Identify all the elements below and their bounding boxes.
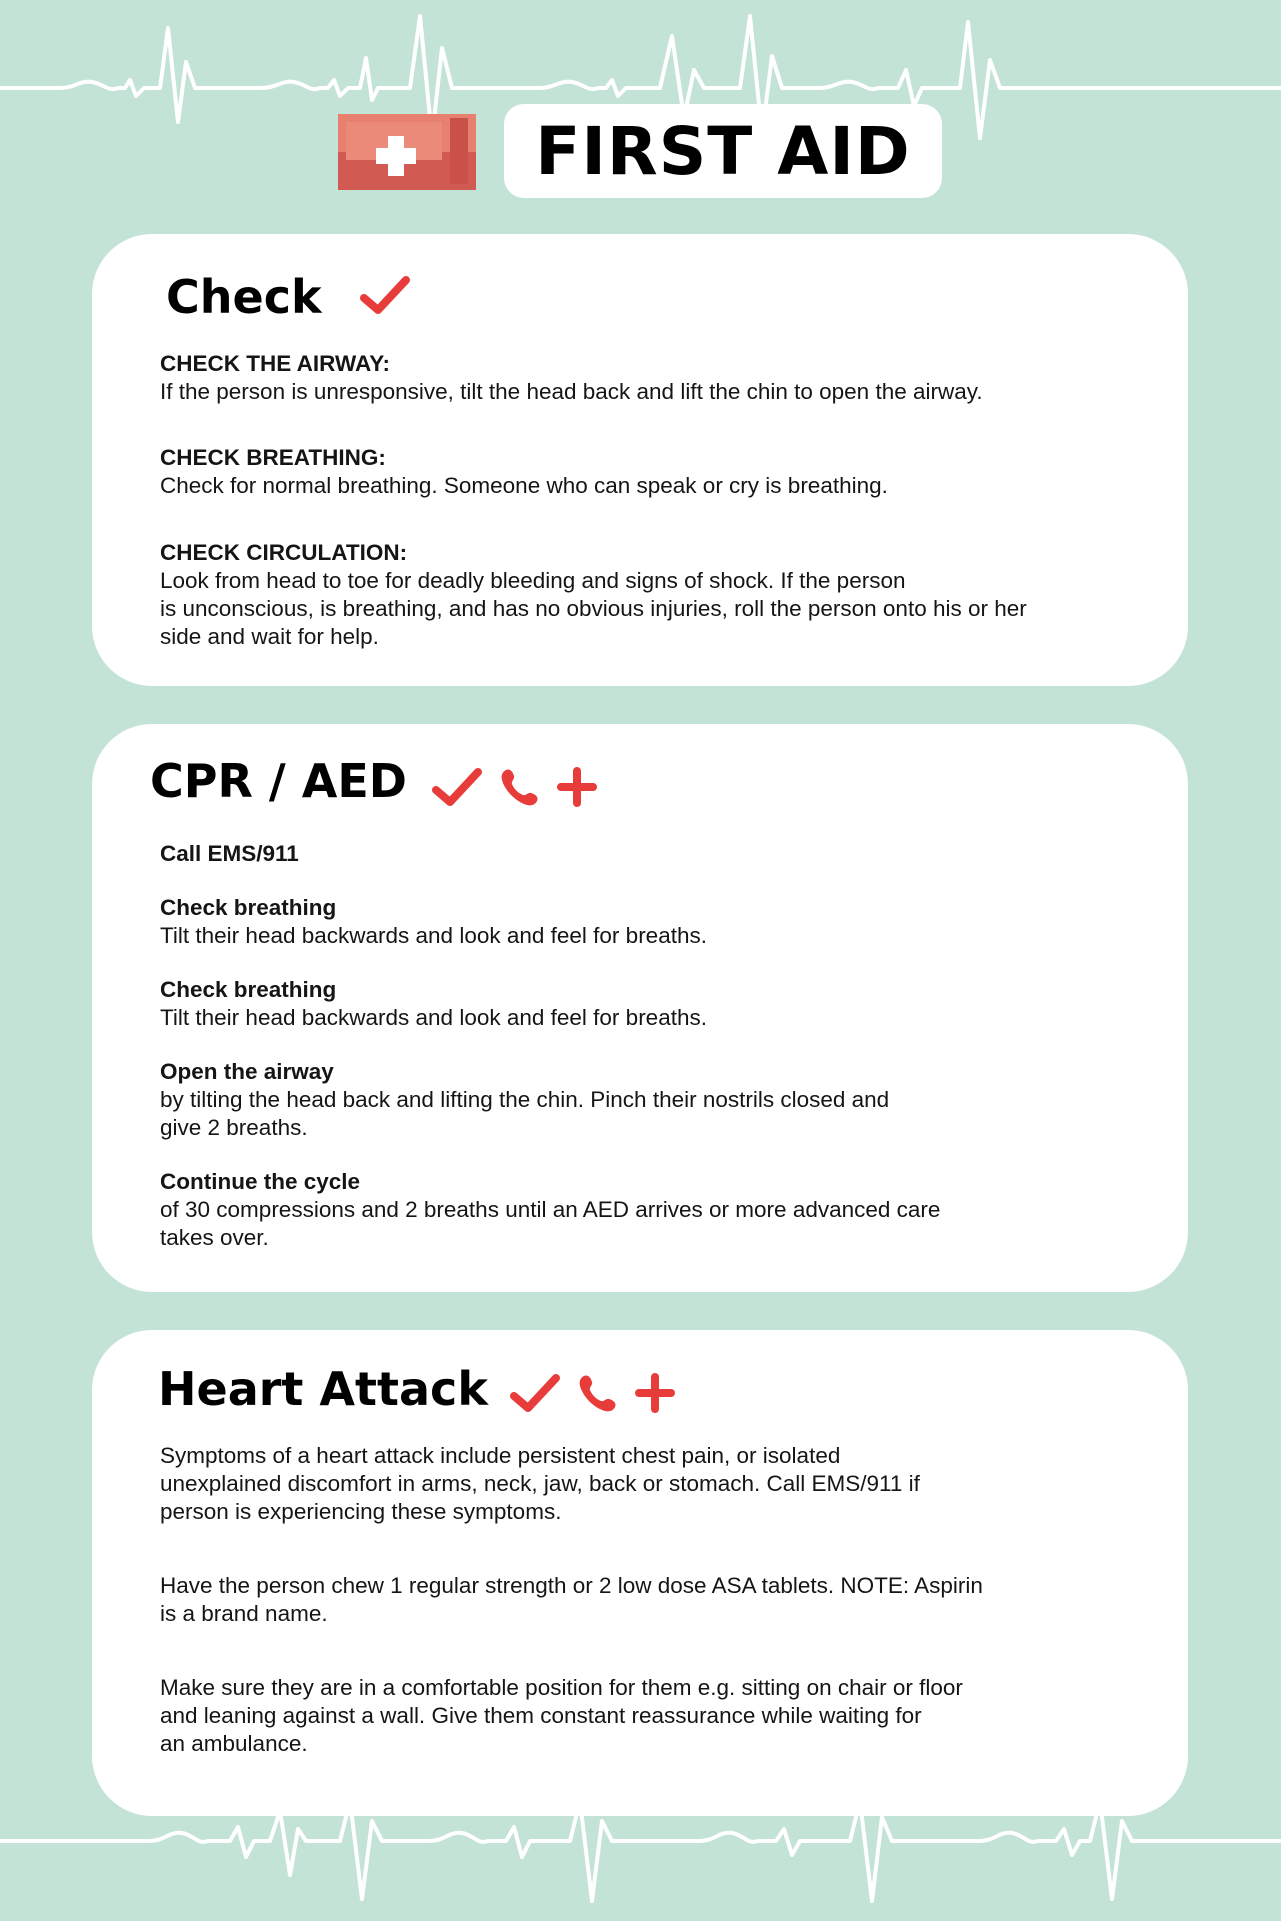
phone-icon <box>576 1372 618 1414</box>
item-heading: Check breathing <box>160 977 337 1002</box>
item-body: Check for normal breathing. Someone who can speak or cry is breathing. <box>160 473 888 498</box>
item-heading: CHECK THE AIRWAY: <box>160 351 391 376</box>
phone-icon <box>498 766 540 808</box>
heart-attack-content <box>160 1442 1170 1758</box>
item-body-line: Look from head to toe for deadly bleeding and signs of shock. If the person <box>160 568 906 593</box>
paragraph-line: Symptoms of a heart attack include persistent chest pain, or isolated <box>160 1443 841 1468</box>
paragraph-line: is a brand name. <box>160 1601 328 1626</box>
checkmark-icon <box>510 1372 560 1414</box>
paragraph-line: unexplained discomfort in arms, neck, jaw, back or stomach. Call EMS/911 if <box>160 1471 920 1496</box>
check-section-title: Check <box>166 270 322 324</box>
checkmark-icon <box>360 274 410 316</box>
cpr-icons <box>432 766 598 808</box>
item-body-line: Tilt their head backwards and look and feel for breaths. <box>160 923 707 948</box>
item-body-line: by tilting the head back and lifting the chin. Pinch their nostrils closed and <box>160 1087 890 1112</box>
first-aid-kit-icon <box>338 114 476 190</box>
item-heading: CHECK BREATHING: <box>160 445 386 470</box>
call-ems-text: Call EMS/911 <box>160 841 299 866</box>
plus-icon <box>556 766 598 808</box>
heart-attack-icons <box>510 1372 676 1414</box>
item-heading: Continue the cycle <box>160 1169 361 1194</box>
item-body-line: Tilt their head backwards and look and feel for breaths. <box>160 1005 707 1030</box>
cpr-content <box>160 840 1170 1252</box>
cpr-card <box>92 724 1188 1292</box>
paragraph-line: person is experiencing these symptoms. <box>160 1499 562 1524</box>
plus-icon <box>634 1372 676 1414</box>
check-icons <box>360 274 410 316</box>
item-body-line: side and wait for help. <box>160 624 379 649</box>
heart-attack-section-title: Heart Attack <box>158 1362 488 1416</box>
page-title: FIRST AID <box>535 112 911 190</box>
cpr-section-title: CPR / AED <box>150 754 407 808</box>
item-heading: CHECK CIRCULATION: <box>160 540 408 565</box>
item-body-line: takes over. <box>160 1225 269 1250</box>
paragraph-line: and leaning against a wall. Give them constant reassurance while waiting for <box>160 1703 922 1728</box>
item-body-line: is unconscious, is breathing, and has no obvious injuries, roll the person onto his or her <box>160 596 1027 621</box>
checkmark-icon <box>432 766 482 808</box>
paragraph-line: Have the person chew 1 regular strength or 2 low dose ASA tablets. NOTE: Aspirin <box>160 1573 983 1598</box>
page-title-box <box>504 104 942 198</box>
item-body-line: give 2 breaths. <box>160 1115 308 1140</box>
item-body: If the person is unresponsive, tilt the head back and lift the chin to open the airway. <box>160 379 983 404</box>
item-heading: Check breathing <box>160 895 337 920</box>
check-content <box>160 350 1170 651</box>
paragraph-line: an ambulance. <box>160 1731 308 1756</box>
item-heading: Open the airway <box>160 1059 334 1084</box>
check-card <box>92 234 1188 686</box>
paragraph-line: Make sure they are in a comfortable position for them e.g. sitting on chair or floor <box>160 1675 963 1700</box>
item-body-line: of 30 compressions and 2 breaths until an AED arrives or more advanced care <box>160 1197 941 1222</box>
heart-attack-card <box>92 1330 1188 1816</box>
